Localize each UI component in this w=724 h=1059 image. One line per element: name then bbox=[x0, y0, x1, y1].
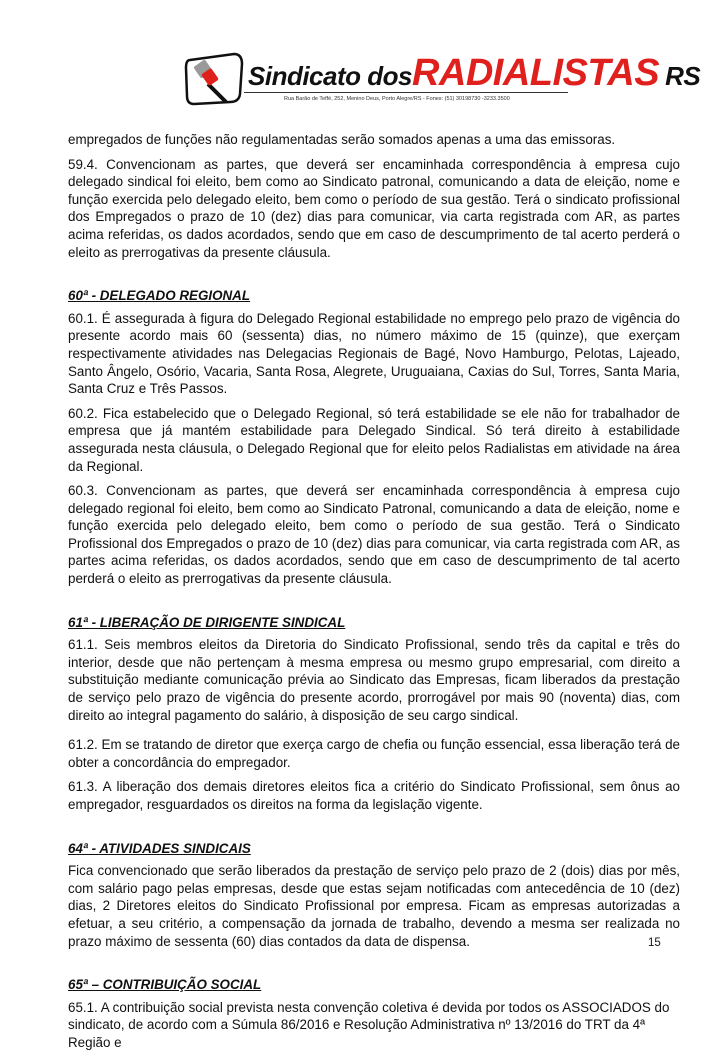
union-name: Sindicato dosRADIALISTAS RS bbox=[248, 52, 701, 94]
page-number: 15 bbox=[648, 937, 661, 949]
document-body bbox=[68, 131, 680, 1059]
paragraph: empregados de funções não regulamentadas serão somados apenas a uma das emissoras. bbox=[68, 132, 616, 147]
section-heading: 61ª - LIBERAÇÃO DE DIRIGENTE SINDICAL bbox=[68, 614, 346, 630]
microphone-tv-icon bbox=[184, 50, 246, 108]
header-divider bbox=[244, 92, 568, 93]
paragraph: 59.4. Convencionam as partes, que deverá ser encaminhada correspondência à empresa cujo delegado sindical foi eleito, bem como ao Sindicato patronal, comunicando a data de eleição, nome e função exercida pelo delegado eleito, bem como o período de sua gestão. Terá o sindicato profissional dos Empregados o prazo de 10 (dez) dias para comunicar, via carta registrada com AR, as partes acima referidas, os dados acordados, sendo que em caso de descumprimento de tal acerto perderá o eleito as prerrogativas da presente cláusula. bbox=[68, 156, 680, 260]
paragraph: 65.1. A contribuição social prevista nesta convenção coletiva é devida por todos os ASSOCIADOS do sindicato, de acordo com a Súmula 86/2016 e Resolução Administrativa nº 13/2016 do TRT da 4ª Região e bbox=[68, 999, 670, 1050]
paragraph: 61.2. Em se tratando de diretor que exerça cargo de chefia ou função essencial, essa liberação terá de obter a concordância do empregador. bbox=[68, 737, 680, 770]
section-heading: 65ª – CONTRIBUIÇÃO SOCIAL bbox=[68, 977, 262, 993]
paragraph: 60.2. Fica estabelecido que o Delegado Regional, só terá estabilidade se ele não for trabalhador de empresa que já mantém estabilidade para Delegado Sindical. Só terá direito à estabilidade assegurada nesta cláusula, o Delegado Regional que for eleito pelos Radialistas em atividade na área da Regional. bbox=[68, 405, 680, 474]
section-heading: 64ª - ATIVIDADES SINDICAIS bbox=[68, 840, 251, 856]
paragraph: Fica convencionado que serão liberados da prestação de serviço pelo prazo de 2 (dois) dias por mês, com salário pago pelas empresas, desde que estas sejam notificadas com antecedência de 10 (dez) dias, 2 Diretores eleitos do Sindicato Profissional por empresa. Ficam as empresas autorizadas a efetuar, a seu critério, a compensação da jornada de trabalho, devendo a mesma ser realizada no prazo máximo de sessenta (60) dias contados da data de dispensa. bbox=[68, 863, 680, 949]
paragraph: 60.1. É assegurada à figura do Delegado Regional estabilidade no emprego pelo prazo de vigência do presente acordo mais 60 (sessenta) dias, no número máximo de 15 (quinze), que exerçam respectivamente atividades nas Delegacias Regionais de Bagé, Novo Hamburgo, Pelotas, Lajeado, Santo Ângelo, Osório, Vacaria, Santa Rosa, Alegrete, Uruguaiana, Caxias do Sul, Torres, Santa Maria, Santa Cruz e Três Passos. bbox=[68, 310, 680, 397]
paragraph: 60.3. Convencionam as partes, que deverá ser encaminhada correspondência à empresa cujo delegado regional foi eleito, bem como ao Sindicato Patronal, comunicando a data de eleição, nome e função exercida pelo delegado eleito, bem como o período de sua gestão. Terá o Sindicato Profissional dos Empregados o prazo de 10 (dez) dias para comunicar, via carta registrada com AR, as partes acima referidas, os dados acordados, sendo que em caso de descumprimento de tal acerto perderá o eleito as prerrogativas da presente cláusula. bbox=[68, 483, 680, 587]
address-line: Rua Barão de Teffé, 252, Menino Deus, Porto Alegre/RS - Fones: (51) 30198730 -3233.3500 bbox=[284, 96, 510, 102]
letterhead bbox=[184, 48, 701, 112]
paragraph: 61.1. Seis membros eleitos da Diretoria do Sindicato Profissional, sendo três da capital e três do interior, desde que não pertençam à mesma empresa ou mesmo grupo empresarial, com direito a substituição mediante comunicação prévia ao Sindicato das Empresas, ficam liberados da prestação de serviço pelo prazo de vigência do presente acordo, prorrogável por mais 90 (noventa) dias, com direito ao integral pagamento do salário, à disposição de seu cargo sindical. bbox=[68, 637, 680, 723]
paragraph: 61.3. A liberação dos demais diretores eleitos fica a critério do Sindicato Profissional, sem ônus ao empregador, resguardados os direitos na forma da legislação vigente. bbox=[68, 779, 680, 812]
section-heading: 60ª - DELEGADO REGIONAL bbox=[68, 288, 251, 304]
